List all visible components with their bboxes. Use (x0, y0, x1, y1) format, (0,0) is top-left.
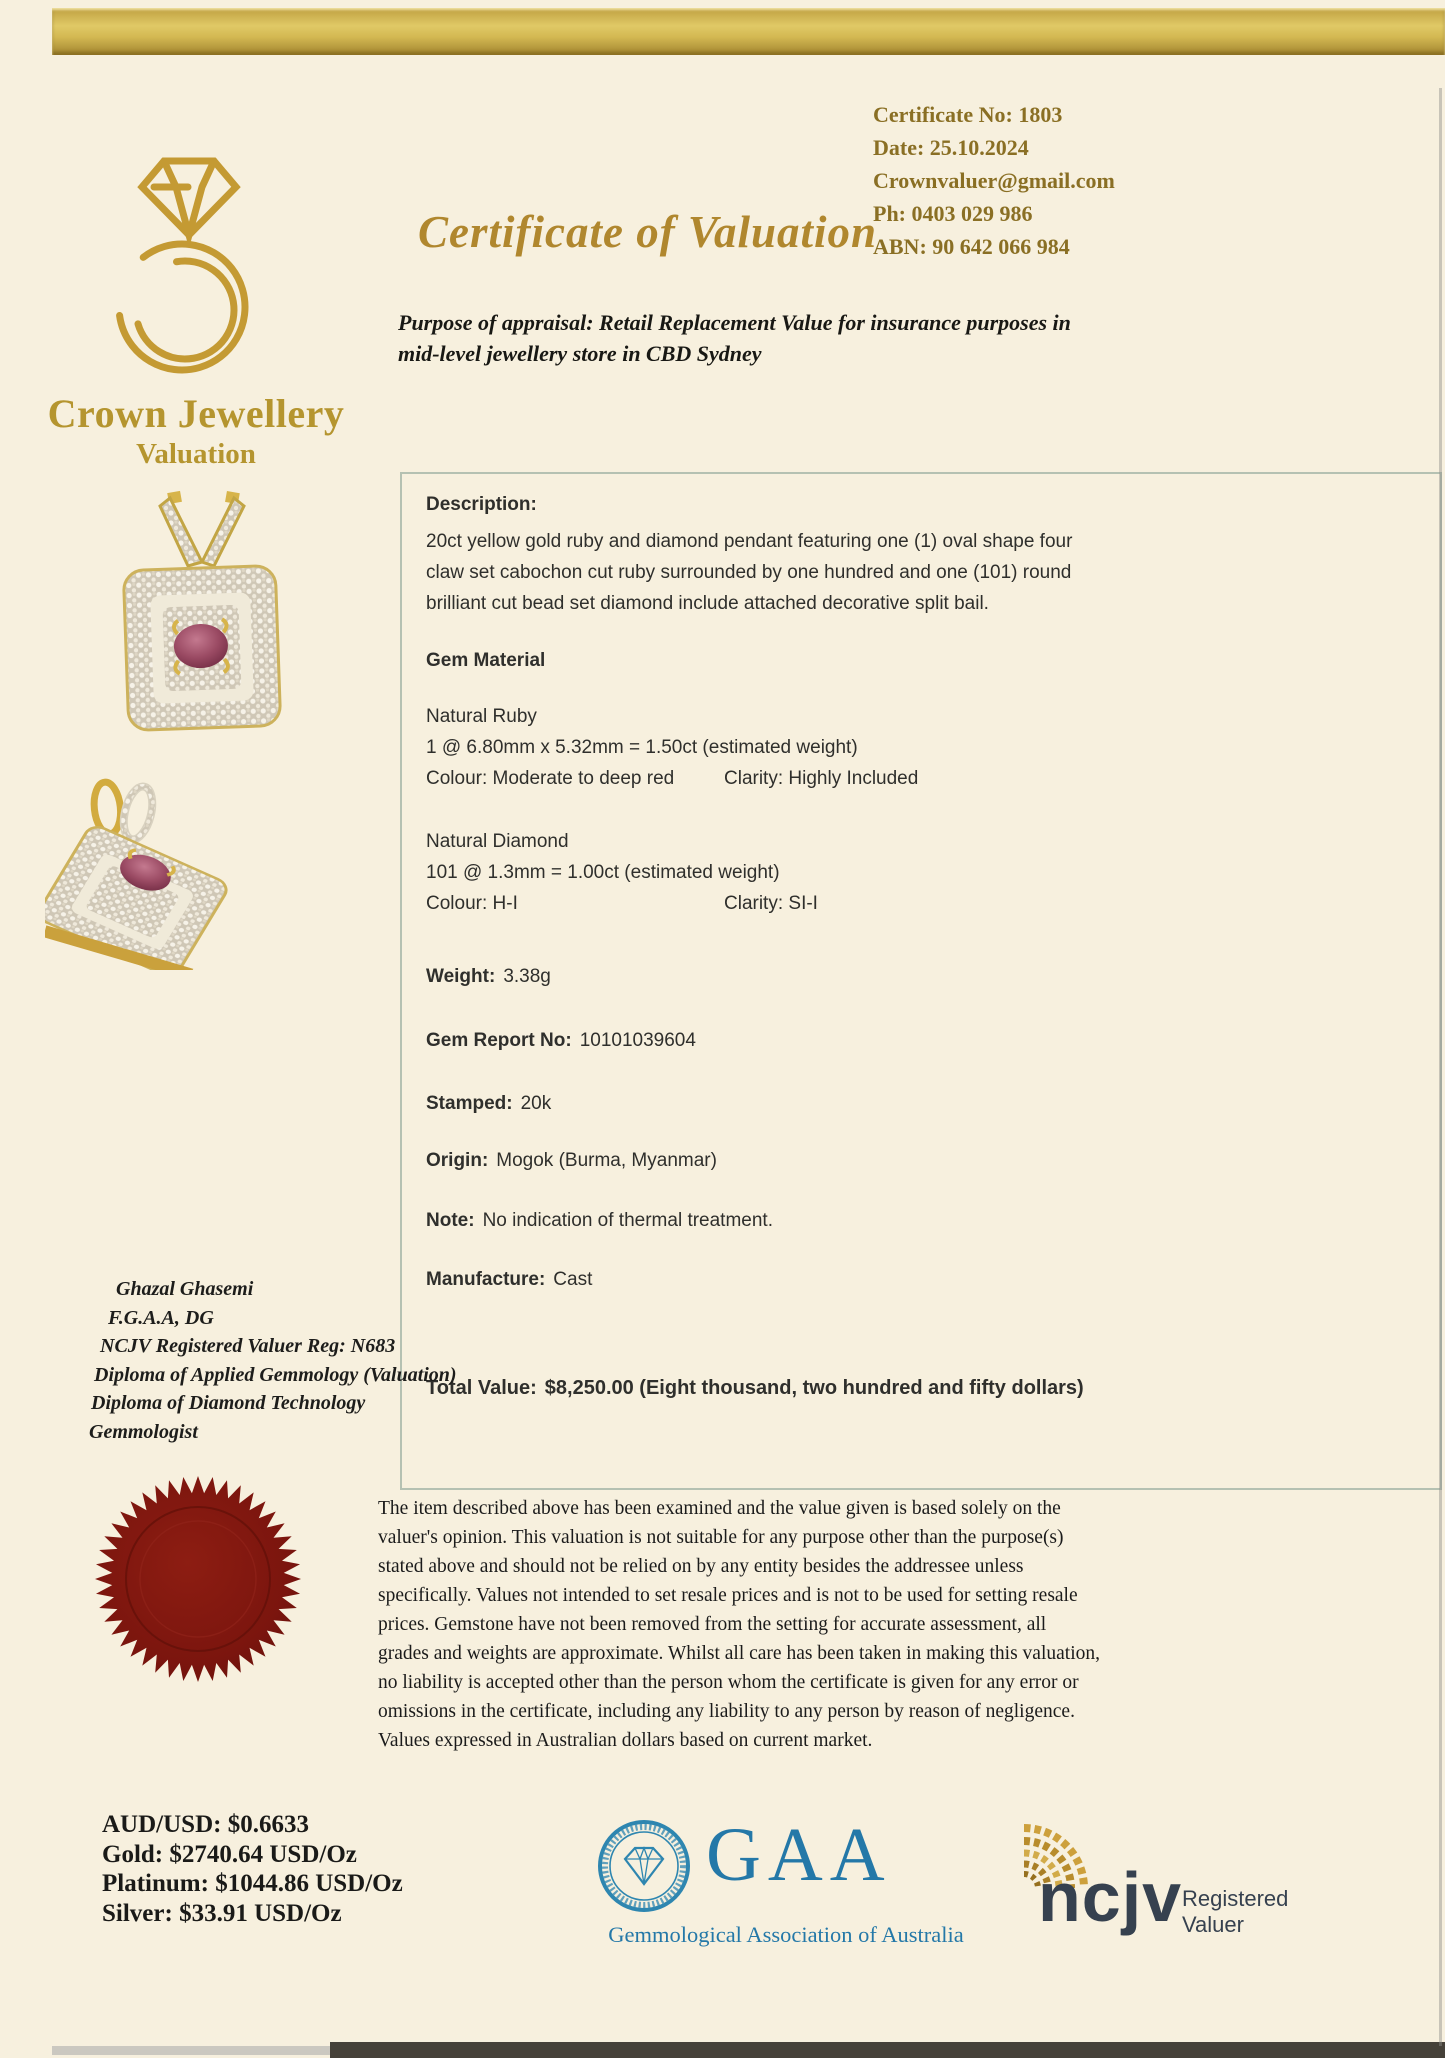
purpose-statement: Purpose of appraisal: Retail Replacement Value for insurance purposes in mid-level jewellery store in CBD Sydney (398, 310, 1071, 366)
rate-gold: Gold: $2740.64 USD/Oz (102, 1840, 357, 1868)
diamond-colour: Colour: H-I (426, 893, 518, 914)
valuer-title: Gemmologist (89, 1420, 198, 1443)
valuer-name: Ghazal Ghasemi (116, 1278, 254, 1300)
valuer-diploma-1: Diploma of Applied Gemmology (Valuation) (94, 1363, 457, 1386)
contact-phone: Ph: 0403 029 986 (873, 201, 1033, 226)
page-title: Certificate of Valuation (418, 207, 878, 257)
valuer-credentials (72, 1275, 457, 1447)
field-value: No indication of thermal treatment. (482, 1210, 773, 1231)
field-label: Manufacture: (426, 1269, 546, 1290)
field-value: Mogok (Burma, Myanmar) (496, 1150, 717, 1171)
field-label: Gem Report No: (426, 1030, 572, 1051)
ncjv-wordmark: ncjv (1038, 1858, 1183, 1936)
red-seal-icon (88, 1455, 308, 1705)
total-value: $8,250.00 (Eight thousand, two hundred and fifty dollars) (544, 1377, 1084, 1399)
valuer-diploma-2: Diploma of Diamond Technology (91, 1392, 366, 1415)
scan-edge-light-bar (52, 2046, 330, 2055)
ruby-spec: 1 @ 6.80mm x 5.32mm = 1.50ct (estimated weight) (426, 737, 858, 758)
contact-block (873, 98, 1115, 263)
field-label: Origin: (426, 1150, 489, 1171)
gaa-acronym: GAA (706, 1813, 892, 1897)
ring-diamond-logo-icon (92, 145, 272, 385)
contact-email: Crownvaluer@gmail.com (873, 168, 1115, 193)
total-value-row (426, 1377, 1084, 1400)
valuer-registration: NCJV Registered Valuer Reg: N683 (100, 1335, 396, 1358)
scan-edge-right-line (1439, 88, 1442, 2046)
ncjv-tagline (1182, 1886, 1288, 1938)
scan-edge-dark-bar (330, 2042, 1445, 2058)
diamond-name: Natural Diamond (426, 831, 569, 852)
field-row-origin (426, 1150, 717, 1172)
diamond-colour-clarity-row (426, 893, 818, 915)
market-rates-block (102, 1810, 403, 1928)
contact-abn: ABN: 90 642 066 984 (873, 234, 1070, 259)
field-row-weight (426, 966, 551, 988)
ruby-clarity: Clarity: Highly Included (724, 768, 919, 789)
field-value: 3.38g (503, 966, 551, 987)
field-value: Cast (553, 1269, 593, 1290)
field-row-gem-report (426, 1030, 696, 1052)
description-text: 20ct yellow gold ruby and diamond pendant featuring one (1) oval shape four claw set cabochon cut ruby surrounded by one hundred and one (101) round brilliant cut bead set diamond include attached decorative split bail. (426, 531, 1073, 614)
diamond-clarity: Clarity: SI-I (724, 893, 818, 914)
description-label: Description: (426, 494, 537, 515)
ncjv-tagline-line1: Registered (1182, 1886, 1289, 1911)
gold-top-band (52, 8, 1445, 55)
field-row-note (426, 1210, 773, 1232)
disclaimer-text: The item described above has been examined and the value given is based solely on the valuer's opinion. This valuation is not suitable for any purpose other than the purpose(s) stated above and should not be relied on by any entity besides the addressee unless specifically. Values not intended to set resale prices and is not to be used for setting resale prices. Gemstone have not been removed from the setting for accurate assessment, all grades and weights are approximate. Whilst all care has been taken in making this valuation, no liability is accepted other than the person whom the certificate is given for any error or omissions in the certificate, including any liability to any person by reason of negligence. Values expressed in Australian dollars based on current market. (378, 1498, 1100, 1751)
brand-subtitle: Valuation (136, 438, 256, 470)
field-label: Note: (426, 1210, 475, 1231)
gaa-seal-icon (596, 1818, 692, 1914)
pendant-photo-front (108, 490, 298, 745)
rate-platinum: Platinum: $1044.86 USD/Oz (102, 1870, 403, 1897)
field-value: 20k (520, 1093, 552, 1114)
ncjv-tagline-line2: Valuer (1182, 1912, 1244, 1937)
certificate-date: Date: 25.10.2024 (873, 135, 1029, 160)
gem-material-heading: Gem Material (426, 650, 546, 671)
field-value: 10101039604 (579, 1030, 696, 1051)
brand-name: Crown Jewellery (47, 391, 345, 436)
ruby-name: Natural Ruby (426, 706, 537, 727)
valuation-details-box (400, 472, 1442, 1490)
gaa-full-name: Gemmological Association of Australia (608, 1922, 964, 1947)
field-row-stamped (426, 1093, 551, 1115)
ruby-colour-clarity-row (426, 768, 919, 790)
rate-aud-usd: AUD/USD: $0.6633 (102, 1811, 309, 1838)
rate-silver: Silver: $33.91 USD/Oz (102, 1899, 342, 1927)
certificate-number: Certificate No: 1803 (873, 102, 1063, 127)
pendant-photo-angled (45, 765, 345, 970)
valuer-qualification: F.G.A.A, DG (108, 1306, 214, 1329)
total-value-label: Total Value: (426, 1377, 537, 1399)
field-label: Stamped: (426, 1093, 513, 1114)
field-label: Weight: (426, 966, 496, 987)
diamond-spec: 101 @ 1.3mm = 1.00ct (estimated weight) (426, 862, 780, 883)
ruby-colour: Colour: Moderate to deep red (426, 768, 675, 789)
